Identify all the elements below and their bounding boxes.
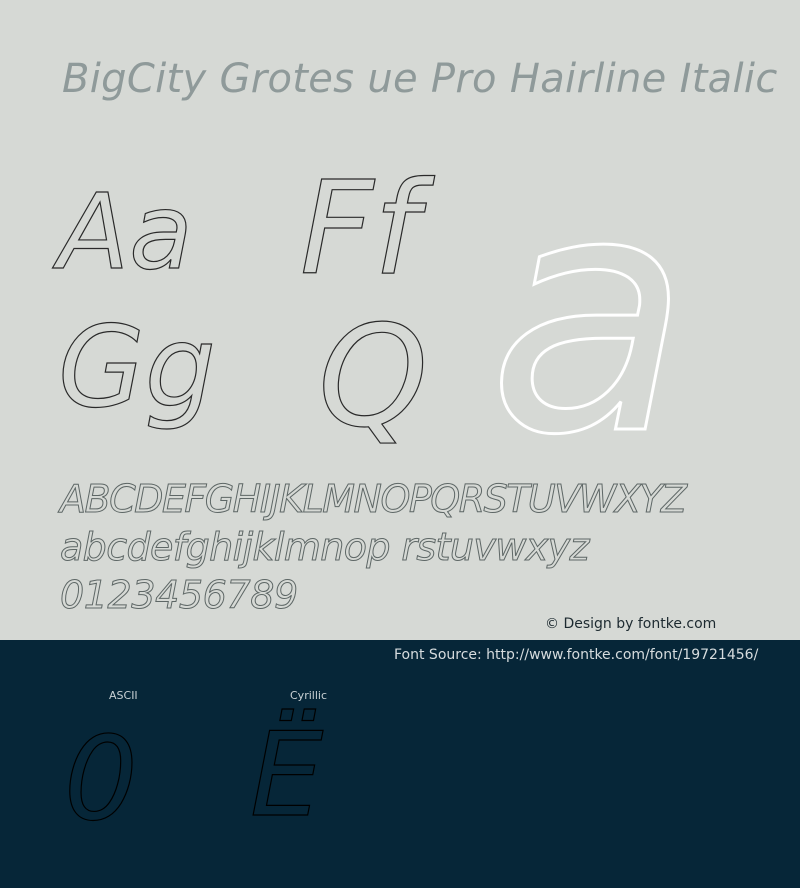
glyph-q: Q bbox=[318, 296, 429, 459]
hero-glyph: a bbox=[488, 123, 691, 507]
charset-glyph-ascii: 0 bbox=[64, 712, 138, 847]
lowercase-alphabet: abcdefghijklmnop rstuvwxyz bbox=[60, 525, 589, 569]
font-source-link[interactable]: Font Source: http://www.fontke.com/font/19721456/ bbox=[394, 647, 759, 663]
charset-label-ascii: ASCII bbox=[109, 689, 138, 702]
design-credit: © Design by fontke.com bbox=[545, 616, 717, 632]
glyph-pair-gg: Gg bbox=[58, 303, 216, 433]
font-title: BigCity Grotes ue Pro Hairline Italic bbox=[62, 56, 778, 102]
glyph-pair-aa: Aa bbox=[58, 171, 193, 293]
charset-glyph-cyrillic: Ë bbox=[250, 708, 324, 843]
glyph-pair-ff: Ff bbox=[300, 155, 419, 304]
uppercase-alphabet: ABCDEFGHIJKLMNOPQRSTUVWXYZ bbox=[60, 477, 686, 521]
digits-row: 0123456789 bbox=[60, 573, 298, 617]
charset-label-cyrillic: Cyrillic bbox=[290, 689, 327, 702]
